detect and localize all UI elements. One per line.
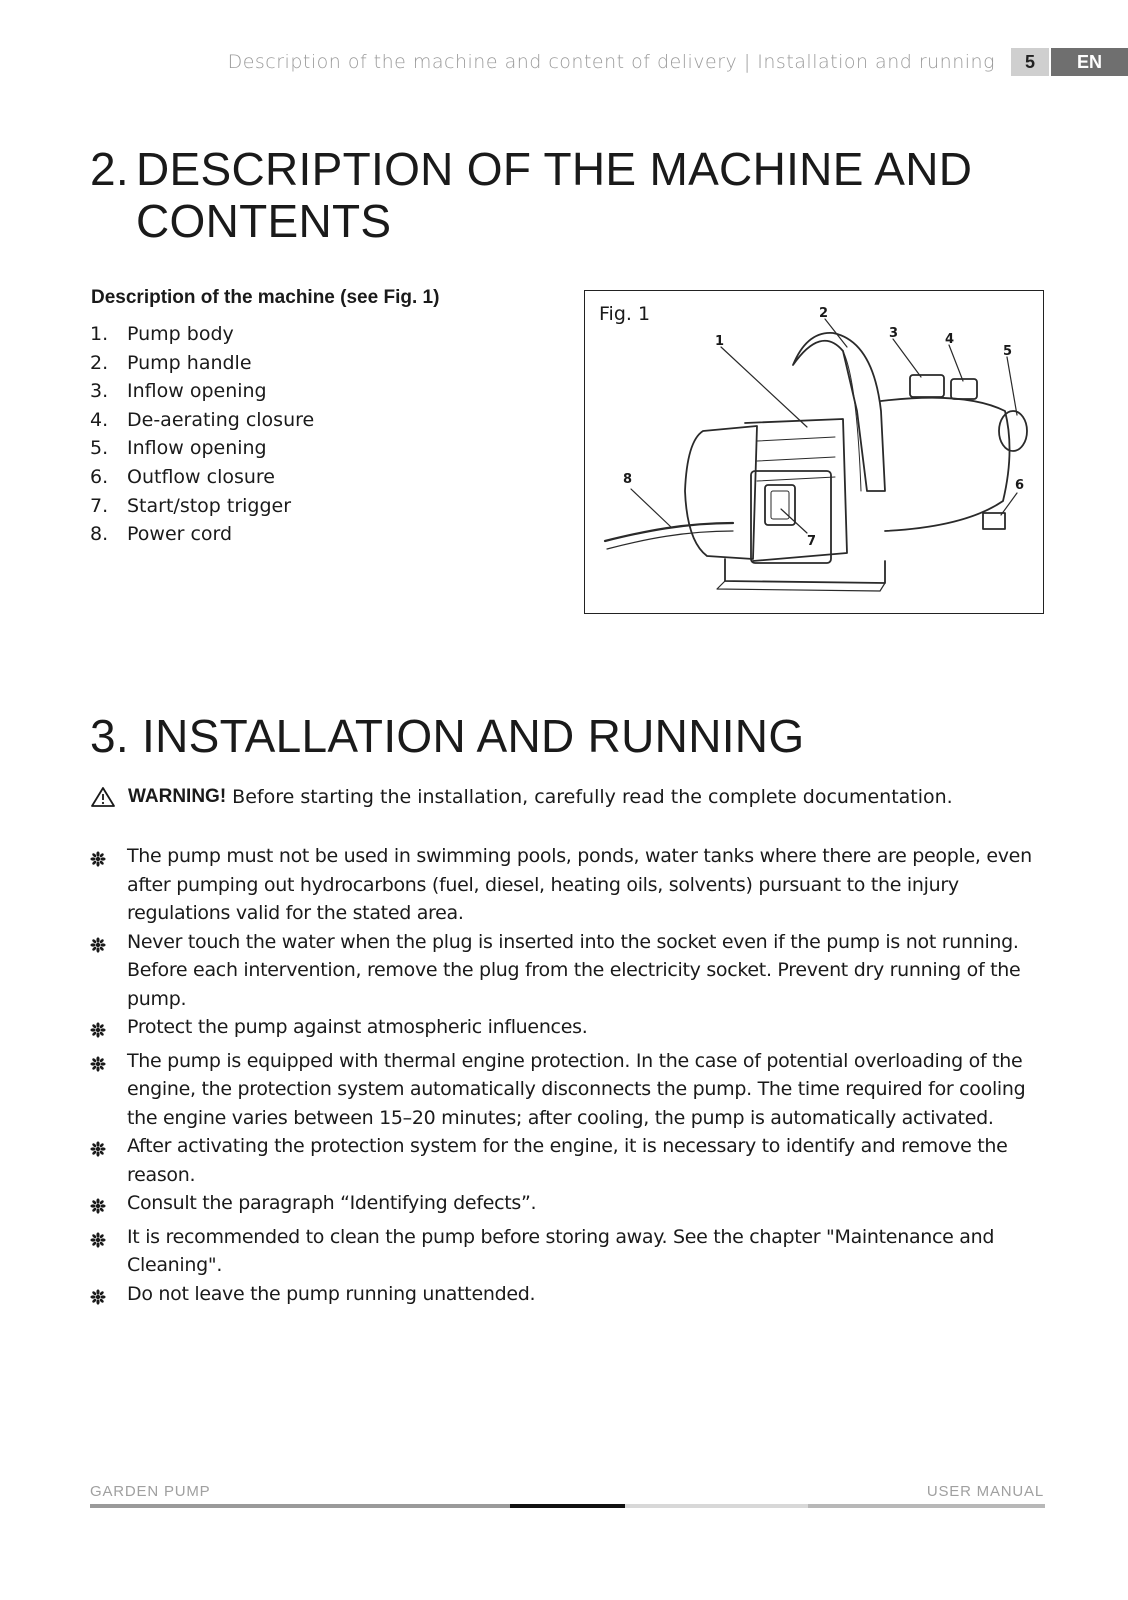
motor-housing-shape [685, 426, 757, 559]
machine-description-heading: Description of the machine (see Fig. 1) [91, 287, 440, 308]
flower-bullet-icon [90, 1047, 127, 1133]
bullet-text: The pump must not be used in swimming pools, ponds, water tanks where there are people, even after pumping out hydrocarbons (fuel, diesel, heating oils, solvents) pursuant to the injury regulations valid for the stated area. [127, 845, 1032, 924]
list-item [90, 377, 314, 406]
bullet-text: Never touch the water when the plug is inserted into the socket even if the pump is not running. Before each intervention, remove the plug from the electricity socket. Prevent dry running of the pump. [127, 930, 1021, 1010]
item-label: Pump handle [127, 351, 252, 374]
list-item [90, 1223, 1050, 1280]
item-number: 7. [90, 494, 109, 517]
callout-line-4 [949, 345, 963, 381]
list-item [90, 1280, 1050, 1314]
section-3-title: 3. INSTALLATION AND RUNNING [90, 710, 805, 762]
page-number: 5 [1011, 48, 1049, 76]
callout-label-4: 4 [945, 332, 955, 347]
callout-label-1: 1 [715, 334, 725, 349]
warning-triangle-icon [90, 786, 116, 808]
list-item [90, 1132, 1050, 1189]
pump-body-shape [881, 398, 1010, 531]
callout-line-7 [781, 509, 807, 533]
flower-bullet-icon [90, 1189, 127, 1223]
figure-label: Fig. 1 [599, 303, 651, 325]
bullet-text: Do not leave the pump running unattended. [127, 1282, 536, 1305]
figure-1 [584, 290, 1044, 614]
switch-rocker [771, 491, 789, 519]
section-2-number: 2. [90, 143, 129, 195]
language-badge: EN [1051, 48, 1128, 76]
callout-label-3: 3 [889, 326, 899, 341]
list-item [90, 320, 314, 349]
callout-label-2: 2 [819, 306, 829, 321]
callout-line-8 [631, 489, 671, 527]
item-label: De-aerating closure [127, 408, 315, 431]
item-number: 4. [90, 408, 109, 431]
flower-bullet-icon [90, 842, 127, 928]
list-item [90, 520, 314, 549]
list-item [90, 406, 314, 435]
footer-product-name: GARDEN PUMP [90, 1483, 211, 1500]
item-label: Inflow opening [127, 437, 267, 460]
flower-bullet-icon [90, 1280, 127, 1314]
item-number: 5. [90, 437, 109, 460]
page-header [228, 48, 1128, 76]
item-number: 6. [90, 465, 109, 488]
list-item [90, 1013, 1050, 1047]
list-item [90, 1189, 1050, 1223]
callout-label-7: 7 [807, 534, 817, 549]
section-2-title-line1: DESCRIPTION OF THE MACHINE AND [136, 143, 973, 195]
callout-line-1 [721, 347, 807, 427]
inflow-front-shape [999, 411, 1027, 451]
warning-text: Before starting the installation, carefully read the complete documentation. [232, 786, 953, 808]
callout-line-5 [1007, 357, 1017, 415]
list-item [90, 1047, 1050, 1133]
section-2-title [90, 143, 972, 247]
flower-bullet-icon [90, 1013, 127, 1047]
de-aerating-closure-shape [951, 379, 977, 399]
bullet-text: The pump is equipped with thermal engine protection. In the case of potential overloading of the engine, the protection system automatically disconnects the pump. The time required for cooling the engine varies between 15–20 minutes; after cooling, the pump is automatically activated. [127, 1049, 1026, 1129]
bullet-text: Consult the paragraph “Identifying defects”. [127, 1192, 537, 1214]
power-cord-shadow [607, 531, 733, 549]
pump-illustration [585, 291, 1045, 615]
bullet-text: After activating the protection system for the engine, it is necessary to identify and remove the reason. [127, 1135, 1008, 1186]
running-title: Description of the machine and content of delivery | Installation and running [227, 51, 995, 73]
list-item [90, 842, 1050, 928]
warning-label: WARNING! [128, 786, 227, 807]
list-item [90, 434, 314, 463]
motor-ribs [757, 437, 835, 481]
item-number: 2. [90, 351, 109, 374]
item-label: Start/stop trigger [127, 494, 292, 517]
item-number: 3. [90, 380, 109, 403]
safety-bullet-list [90, 842, 1050, 1313]
flower-bullet-icon [90, 1223, 127, 1280]
callout-label-5: 5 [1003, 344, 1013, 359]
footer-document-type: USER MANUAL [926, 1483, 1044, 1500]
list-item [90, 928, 1050, 1014]
handle-shape [793, 333, 885, 491]
bullet-text: It is recommended to clean the pump before storing away. See the chapter "Maintenance and Cleaning". [127, 1225, 995, 1276]
item-label: Outflow closure [127, 465, 275, 488]
list-item [90, 463, 314, 492]
callout-label-6: 6 [1015, 478, 1025, 493]
callout-line-3 [893, 339, 921, 377]
callout-label-8: 8 [623, 472, 633, 487]
outflow-closure-shape [983, 513, 1005, 529]
item-number: 8. [90, 523, 109, 546]
flower-bullet-icon [90, 928, 127, 1014]
item-label: Inflow opening [127, 380, 267, 403]
footer-rule [90, 1504, 1045, 1508]
section-2-title-line2: CONTENTS [136, 195, 392, 247]
bullet-text: Protect the pump against atmospheric influences. [127, 1016, 588, 1038]
list-item [90, 349, 314, 378]
item-number: 1. [90, 323, 109, 345]
warning-note [90, 786, 953, 808]
parts-list [90, 320, 314, 549]
flower-bullet-icon [90, 1132, 127, 1189]
inflow-opening-shape [910, 375, 944, 397]
item-label: Power cord [127, 523, 233, 546]
item-label: Pump body [127, 323, 234, 345]
list-item [90, 492, 314, 521]
